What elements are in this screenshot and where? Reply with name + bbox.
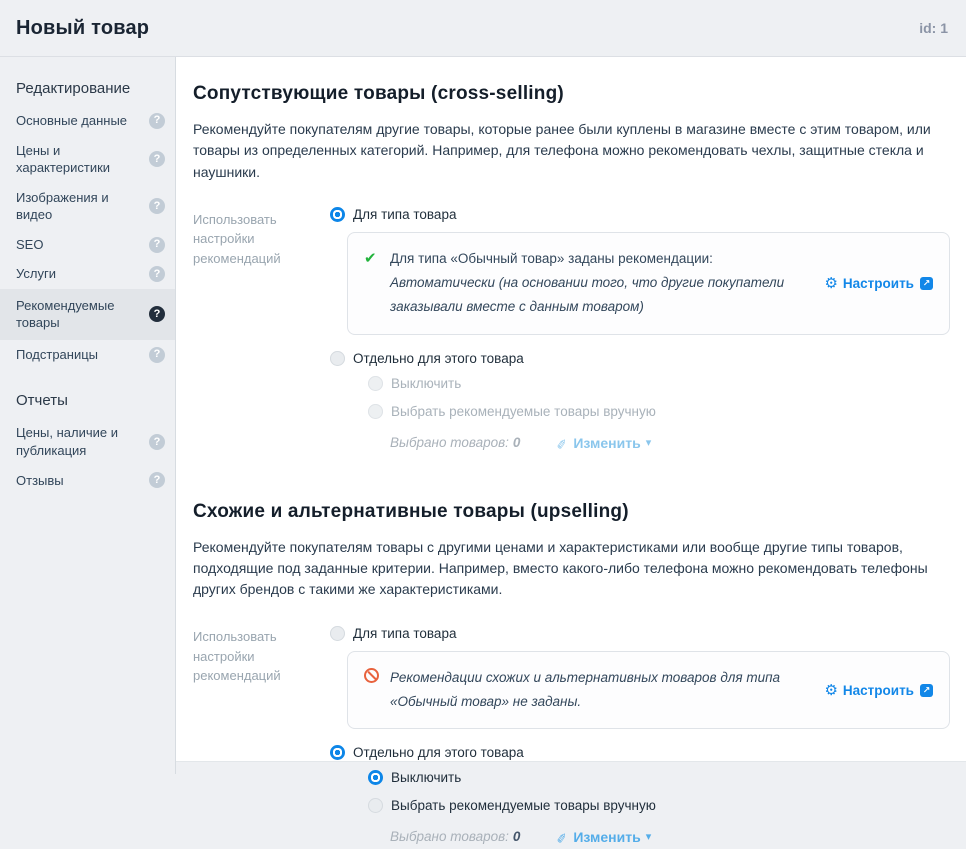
- radio-unselected-icon[interactable]: [368, 798, 383, 813]
- configure-link[interactable]: [824, 274, 933, 292]
- sidebar-item-seo[interactable]: [0, 230, 175, 260]
- status-text: [390, 666, 824, 713]
- sidebar-item-label: Основные данные: [16, 113, 128, 128]
- radio-label: Для типа товара: [353, 626, 457, 642]
- sidebar-heading-editing: Редактирование: [16, 80, 131, 97]
- selected-products-count: 0: [512, 435, 521, 451]
- radio-selected-icon[interactable]: [330, 207, 345, 222]
- sidebar-item-label: Рекомендуемые товары: [16, 297, 115, 331]
- cross-selling-section: [193, 83, 950, 455]
- main-content: [176, 57, 966, 846]
- sidebar-item-prices-properties[interactable]: [0, 136, 175, 183]
- sidebar-item-reviews[interactable]: [0, 466, 175, 496]
- radio-label: Выбрать рекомендуемые товары вручную: [391, 797, 656, 813]
- sidebar-item-label: Подстраницы: [16, 346, 99, 362]
- help-icon[interactable]: ?: [149, 198, 165, 214]
- help-icon[interactable]: ?: [149, 113, 165, 129]
- sidebar-item-services[interactable]: [0, 259, 175, 289]
- type-recommendations-status-box: [347, 232, 950, 335]
- radio-label: Для типа товара: [353, 206, 457, 222]
- configure-link[interactable]: [824, 681, 933, 699]
- upselling-description: Рекомендуйте покупателям товары с другими ценами и характеристиками или вообще другие типы товаров, подходящие под заданные критерии. Например, вместо какого-либо телефона можно рекомендовать телефоны других брендов с такими же характеристиками.: [193, 538, 928, 598]
- radio-label: Выключить: [391, 769, 462, 785]
- help-icon[interactable]: ?: [149, 266, 165, 282]
- sidebar-item-recommended-products[interactable]: [0, 289, 175, 340]
- sidebar-item-label: Цены и характеристики: [16, 142, 111, 176]
- selected-products-count: 0: [512, 829, 521, 845]
- status-line: Для типа «Обычный товар» заданы рекомендации:: [390, 250, 713, 266]
- sidebar-item-label: Услуги: [16, 266, 56, 282]
- external-link-icon: ↗: [920, 277, 933, 290]
- help-icon[interactable]: ?: [149, 347, 165, 363]
- chevron-down-icon: ▾: [645, 831, 652, 844]
- sidebar-item-label: Изображения и видео: [16, 189, 109, 223]
- cross-selling-title: Сопутствующие товары (cross-selling): [193, 83, 564, 104]
- radio-turn-off[interactable]: [368, 770, 950, 785]
- configure-label: Настроить: [842, 682, 914, 698]
- sidebar-item-main-data[interactable]: [0, 106, 175, 136]
- help-icon[interactable]: ?: [149, 306, 165, 322]
- radio-separate-for-product[interactable]: [330, 745, 950, 760]
- radio-unselected-icon[interactable]: [368, 376, 383, 391]
- edit-selected-products-link[interactable]: [556, 435, 651, 451]
- radio-choose-manually[interactable]: [368, 404, 950, 419]
- sidebar-item-images-video[interactable]: [0, 183, 175, 230]
- gear-icon: ⚙: [824, 682, 838, 700]
- configure-label: Настроить: [842, 275, 914, 291]
- prohibition-icon: [364, 668, 379, 683]
- radio-for-product-type[interactable]: [330, 626, 950, 641]
- recommendation-settings-label: Использовать настройки рекомендаций: [193, 629, 281, 684]
- check-icon: ✔: [364, 249, 377, 267]
- upselling-section: [193, 501, 950, 849]
- help-icon[interactable]: ?: [149, 434, 165, 450]
- cross-selling-description: Рекомендуйте покупателям другие товары, которые ранее были куплены в магазине вместе с этим товаром, или товары из определенных категорий. Например, для телефона можно рекомендовать чехлы, защитные стекла и наушники.: [193, 121, 931, 180]
- edit-label: Изменить: [573, 434, 641, 451]
- gear-icon: ⚙: [824, 275, 838, 293]
- sidebar-item-label: Цены, наличие и публикация: [16, 425, 118, 459]
- radio-unselected-icon[interactable]: [330, 626, 345, 641]
- radio-for-product-type[interactable]: [330, 207, 950, 222]
- sidebar-heading-reports: Отчеты: [16, 392, 68, 410]
- page-header: [0, 0, 966, 57]
- edit-label: Изменить: [573, 828, 641, 845]
- upselling-title: Схожие и альтернативные товары (upselling): [193, 500, 629, 522]
- radio-selected-icon[interactable]: [330, 745, 345, 760]
- recommendation-settings-label: Использовать настройки рекомендаций: [193, 211, 281, 266]
- selected-products-label: Выбрано товаров:: [390, 829, 509, 845]
- radio-label: Отдельно для этого товара: [353, 350, 524, 366]
- radio-unselected-icon[interactable]: [368, 404, 383, 419]
- radio-turn-off[interactable]: [368, 376, 950, 391]
- status-detail: Автоматически (на основании того, что другие покупатели заказывали вместе с данным товаром): [390, 275, 785, 315]
- product-id-badge: id: 1: [919, 20, 948, 36]
- selected-products-row: [390, 829, 950, 849]
- sidebar-item-label: SEO: [16, 236, 44, 252]
- radio-selected-icon[interactable]: [368, 770, 383, 785]
- selected-products-label: Выбрано товаров:: [390, 435, 509, 451]
- chevron-down-icon: ▾: [645, 437, 652, 450]
- sidebar-item-subpages[interactable]: [0, 340, 175, 370]
- help-icon[interactable]: ?: [149, 151, 165, 167]
- radio-choose-manually[interactable]: [368, 798, 950, 813]
- help-icon[interactable]: ?: [149, 237, 165, 253]
- help-icon[interactable]: ?: [149, 472, 165, 488]
- type-recommendations-status-box: [347, 651, 950, 728]
- external-link-icon: ↗: [920, 684, 933, 697]
- status-text: [390, 247, 824, 320]
- page-title: Новый товар: [16, 16, 150, 39]
- radio-separate-for-product[interactable]: [330, 351, 950, 366]
- status-line: Рекомендации схожих и альтернативных товаров для типа «Обычный товар» не заданы.: [390, 670, 781, 710]
- sidebar: [0, 57, 176, 774]
- edit-selected-products-link[interactable]: [556, 829, 651, 845]
- pencil-icon: ✎: [555, 434, 569, 452]
- pencil-icon: ✎: [555, 828, 569, 846]
- sidebar-item-prices-availability-publication[interactable]: [0, 418, 175, 465]
- radio-label: Выключить: [391, 375, 462, 391]
- radio-label: Отдельно для этого товара: [353, 744, 524, 760]
- sidebar-item-label: Отзывы: [16, 472, 64, 488]
- radio-label: Выбрать рекомендуемые товары вручную: [391, 403, 656, 419]
- selected-products-row: [390, 435, 950, 455]
- radio-unselected-icon[interactable]: [330, 351, 345, 366]
